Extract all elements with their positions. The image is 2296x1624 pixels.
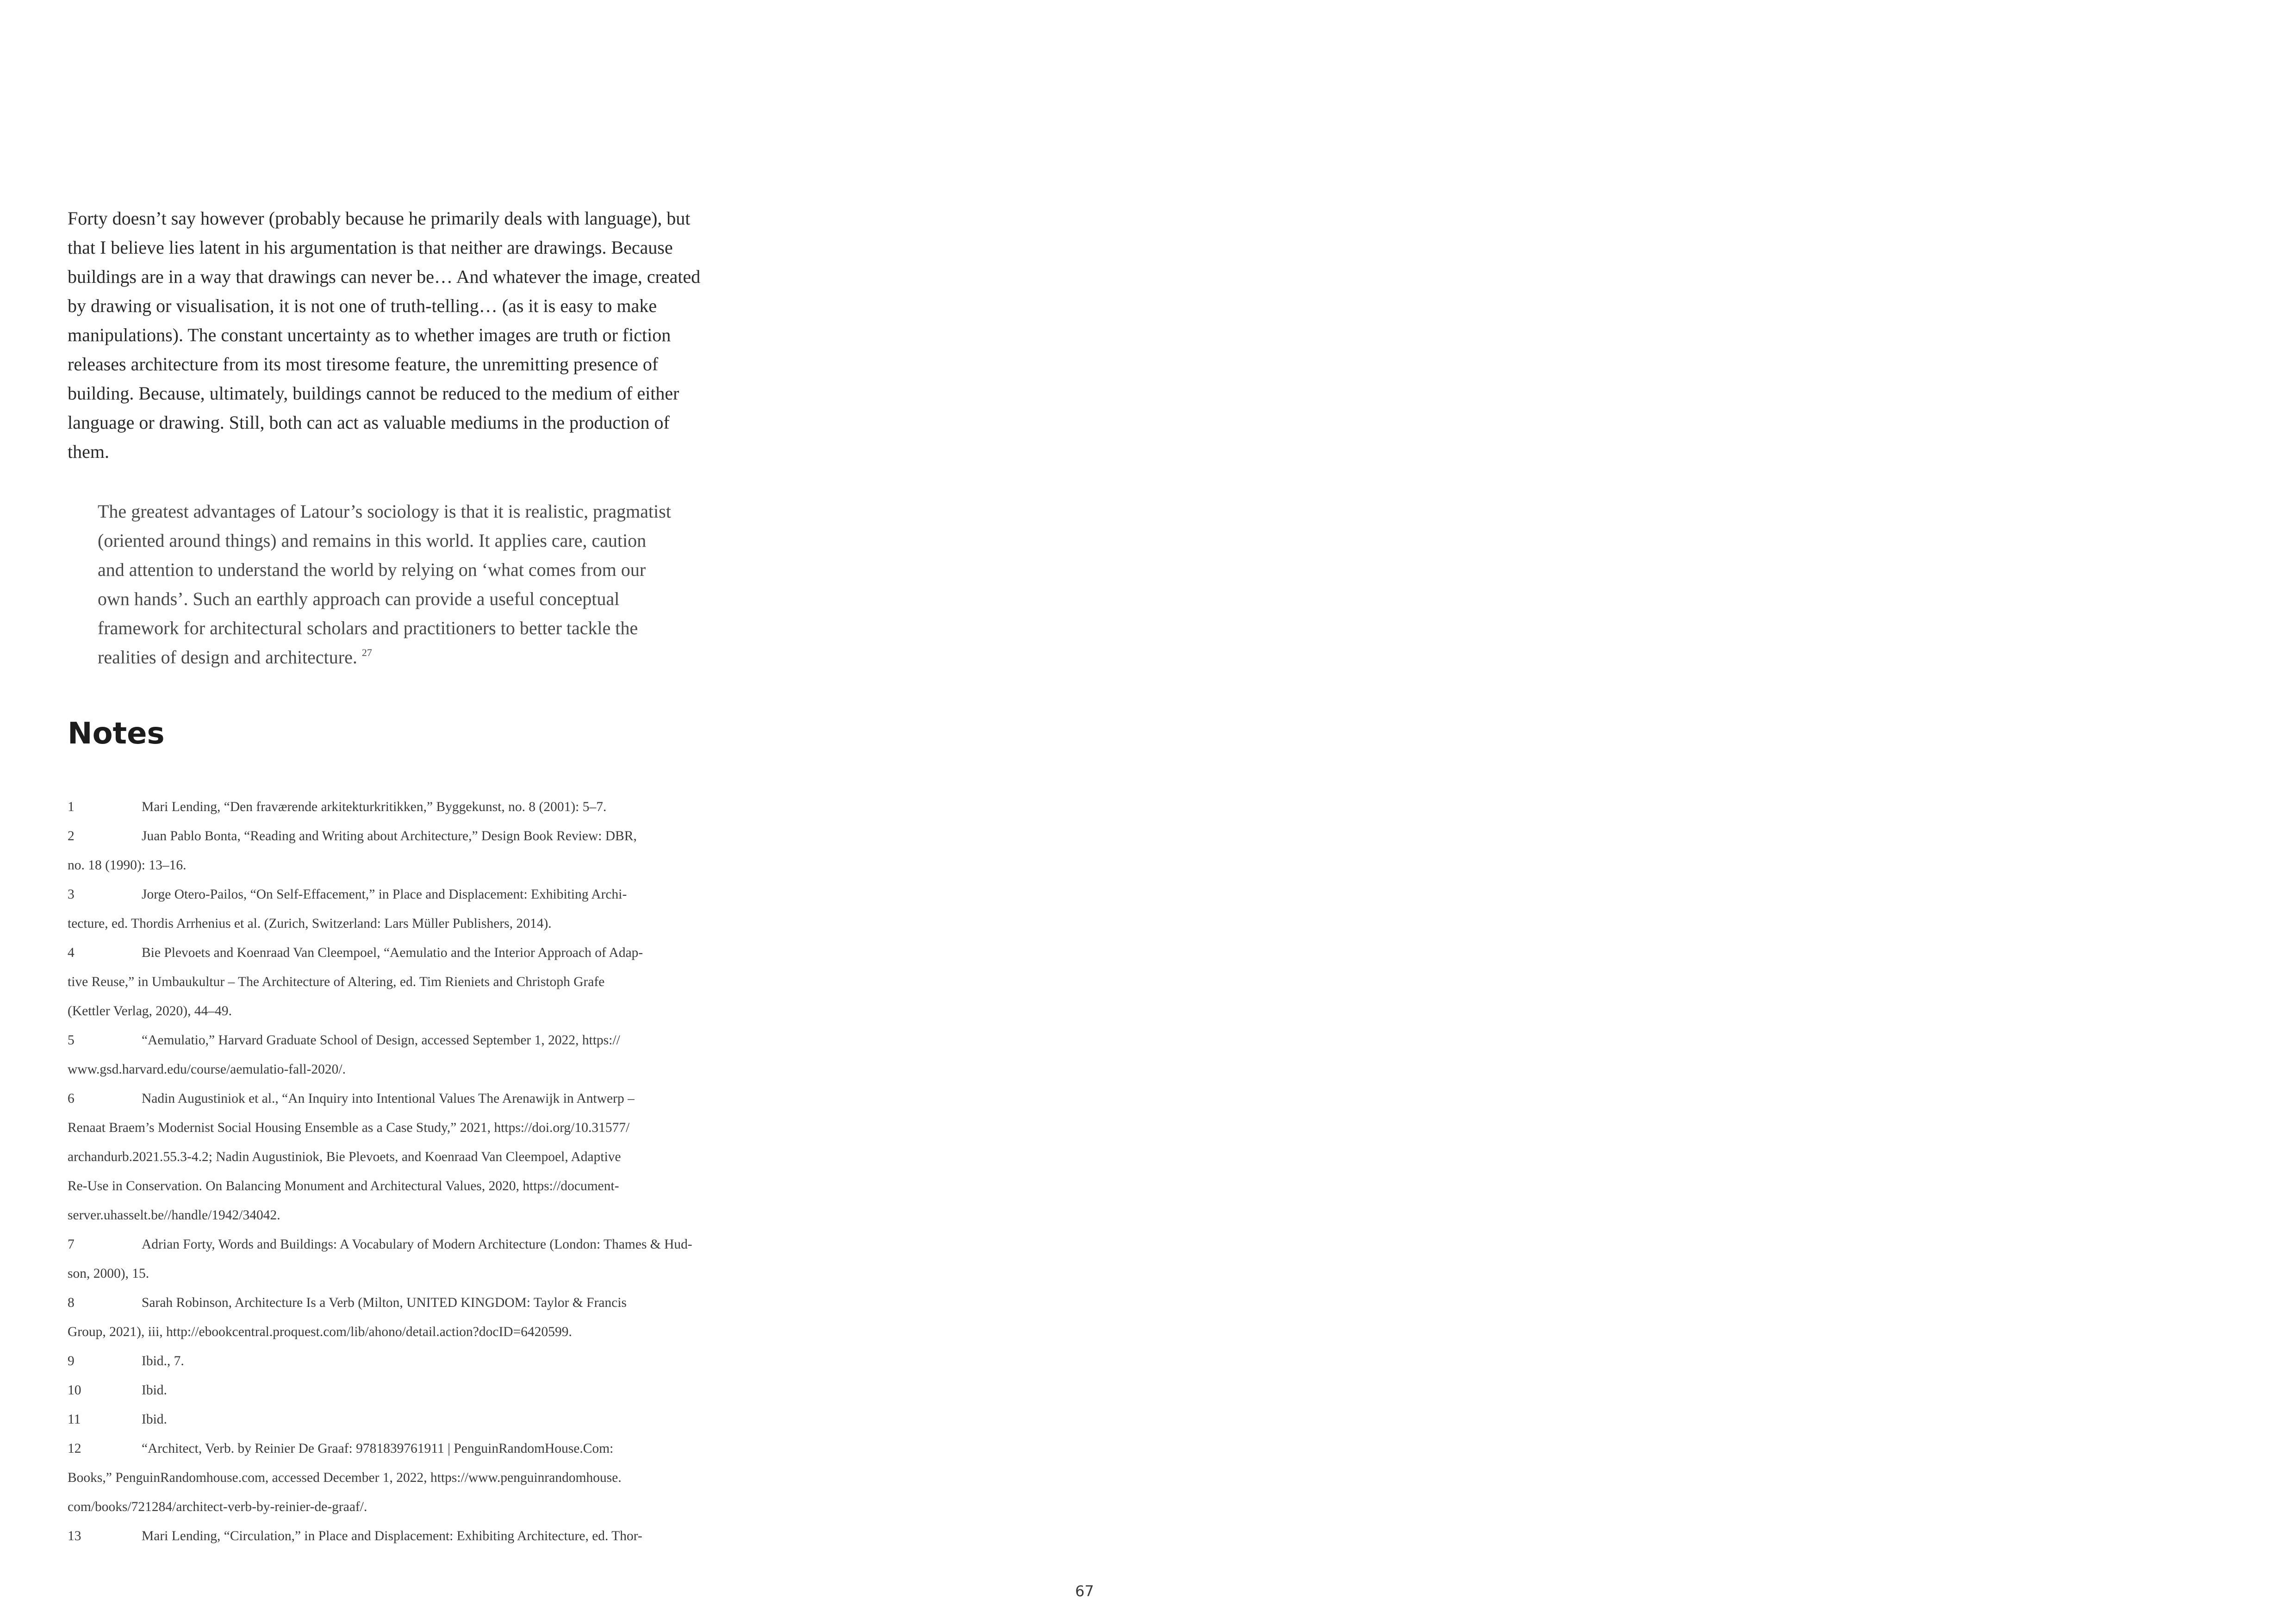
footnote-continuation: com/books/721284/architect-verb-by-reinier-de-graaf/. (68, 1499, 367, 1514)
footnote (68, 1084, 743, 1113)
quote-line-last (98, 643, 699, 672)
footnote-continuation: tecture, ed. Thordis Arrhenius et al. (Zurich, Switzerland: Lars Müller Publishers, 2014). (68, 916, 552, 931)
footnote-text: Sarah Robinson, Architecture Is a Verb (Milton, UNITED KINGDOM: Taylor & Francis (142, 1295, 627, 1310)
body-line: them. (68, 441, 109, 462)
footnote (68, 880, 743, 909)
footnote-text: Mari Lending, “Circulation,” in Place and Displacement: Exhibiting Architecture, ed. Thor- (142, 1529, 642, 1543)
footnote-number: 12 (68, 1441, 81, 1456)
quote-line: (oriented around things) and remains in this world. It applies care, caution (98, 530, 647, 551)
footnote-continuation: Group, 2021), iii, http://ebookcentral.proquest.com/lib/ahono/detail.action?docID=6420599. (68, 1324, 572, 1339)
footnote-text: Ibid., 7. (142, 1354, 184, 1368)
footnote-text: Ibid. (142, 1383, 167, 1398)
notes-list-left (68, 793, 743, 1551)
footnote-text: “Architect, Verb. by Reinier De Graaf: 9781839761911 | PenguinRandomHouse.Com: (142, 1441, 614, 1456)
quote-line: own hands’. Such an earthly approach can provide a useful conceptual (98, 588, 620, 609)
footnote-number: 11 (68, 1412, 81, 1427)
footnote-text: Nadin Augustiniok et al., “An Inquiry into Intentional Values The Arenawijk in Antwerp – (142, 1091, 635, 1106)
footnote (68, 1230, 743, 1259)
body-line: releases architecture from its most tiresome feature, the unremitting presence of (68, 354, 659, 375)
footnote (68, 1434, 743, 1463)
body-paragraph (68, 204, 734, 466)
block-quote (98, 497, 699, 672)
footnote-continuation: son, 2000), 15. (68, 1266, 149, 1281)
footnote-text: Ibid. (142, 1412, 167, 1427)
footnote-text: Juan Pablo Bonta, “Reading and Writing about Architecture,” Design Book Review: DBR, (142, 829, 637, 843)
footnote-continuation: archandurb.2021.55.3-4.2; Nadin Augustiniok, Bie Plevoets, and Koenraad Van Cleempoel, Adaptive (68, 1149, 621, 1164)
footnote-number: 13 (68, 1529, 81, 1543)
quote-line: framework for architectural scholars and practitioners to better tackle the (98, 618, 638, 638)
footnote-continuation: www.gsd.harvard.edu/course/aemulatio-fall-2020/. (68, 1062, 346, 1077)
right-page (1148, 0, 2296, 1624)
footnote-continuation: server.uhasselt.be//handle/1942/34042. (68, 1208, 280, 1223)
footnote-continuation: Renaat Braem’s Modernist Social Housing Ensemble as a Case Study,” 2021, https://doi.org/10.31577/ (68, 1120, 630, 1135)
footnote-number: 4 (68, 945, 75, 960)
footnote-number: 10 (68, 1383, 81, 1398)
body-line: Forty doesn’t say however (probably because he primarily deals with language), but (68, 208, 691, 229)
footnote (68, 1522, 743, 1551)
notes-heading: Notes (68, 717, 165, 751)
footnote-number: 9 (68, 1354, 75, 1368)
body-line: building. Because, ultimately, buildings cannot be reduced to the medium of either (68, 383, 679, 404)
footnote-continuation: Books,” PenguinRandomhouse.com, accessed December 1, 2022, https://www.penguinrandomhouse. (68, 1470, 622, 1485)
body-line: buildings are in a way that drawings can never be… And whatever the image, created (68, 266, 701, 287)
footnote-number: 3 (68, 887, 75, 902)
footnote-number: 1 (68, 800, 75, 814)
quote-line: The greatest advantages of Latour’s sociology is that it is realistic, pragmatist (98, 501, 671, 522)
footnote (68, 1405, 743, 1434)
footnote (68, 1026, 743, 1055)
footnote-text: Jorge Otero-Pailos, “On Self-Effacement,” in Place and Displacement: Exhibiting Archi- (142, 887, 627, 902)
footnote (68, 1347, 743, 1376)
footnote-continuation: no. 18 (1990): 13–16. (68, 858, 187, 873)
footnote (68, 1288, 743, 1318)
footnote-number: 2 (68, 829, 75, 843)
footnote-number: 5 (68, 1033, 75, 1048)
page-number-left: 67 (1075, 1582, 1094, 1600)
body-line: that I believe lies latent in his argumentation is that neither are drawings. Because (68, 237, 673, 258)
footnote-number: 6 (68, 1091, 75, 1106)
footnote (68, 1376, 743, 1405)
footnote-continuation: tive Reuse,” in Umbaukultur – The Architecture of Altering, ed. Tim Rieniets and Christoph Grafe (68, 974, 605, 989)
footnote (68, 938, 743, 968)
quote-line: and attention to understand the world by relying on ‘what comes from our (98, 559, 646, 580)
footnote-text: “Aemulatio,” Harvard Graduate School of Design, accessed September 1, 2022, https:// (142, 1033, 620, 1048)
body-line: language or drawing. Still, both can act as valuable mediums in the production of (68, 412, 670, 433)
footnote (68, 822, 743, 851)
footnote-text: Adrian Forty, Words and Buildings: A Vocabulary of Modern Architecture (London: Thames & Hud- (142, 1237, 692, 1252)
body-line: by drawing or visualisation, it is not one of truth-telling… (as it is easy to make (68, 295, 657, 316)
footnote-reference: 27 (361, 647, 372, 658)
footnote-text: Bie Plevoets and Koenraad Van Cleempoel, “Aemulatio and the Interior Approach of Adap- (142, 945, 643, 960)
footnote-number: 7 (68, 1237, 75, 1252)
footnote-number: 8 (68, 1295, 75, 1310)
body-line: manipulations). The constant uncertainty as to whether images are truth or fiction (68, 325, 671, 345)
footnote-continuation: Re-Use in Conservation. On Balancing Monument and Architectural Values, 2020, https://document- (68, 1179, 619, 1193)
footnote-continuation: (Kettler Verlag, 2020), 44–49. (68, 1004, 232, 1018)
footnote-text: Mari Lending, “Den fraværende arkitekturkritikken,” Byggekunst, no. 8 (2001): 5–7. (142, 800, 607, 814)
quote-line-text: realities of design and architecture. (98, 647, 357, 668)
footnote (68, 793, 743, 822)
